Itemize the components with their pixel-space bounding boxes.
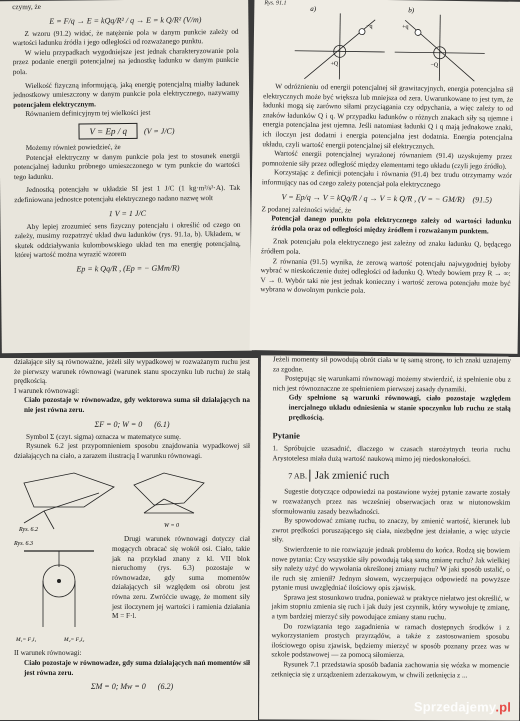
figure-91-1 (263, 0, 514, 85)
figure-6-2-forces (14, 463, 250, 533)
charge-label: +q (402, 24, 409, 31)
paragraph: Jednostką potencjału w układzie SI jest 1 J/C (1 kg·m²/s³·A). Tak zdefiniowana jednostce potencjału elektrycznego nadano nazwę wolt (14, 184, 241, 205)
moment-label: M₂= F₂l₂ (64, 637, 85, 644)
paragraph: Korzystając z definicji potencjału i równania (91.4) bez trudu otrzymamy wzór informujący nas od czego zależy potencjał pola elektrycznego (261, 168, 513, 189)
heading-first-condition: I warunek równowagi: (14, 386, 80, 395)
heading-question: Pytanie (272, 430, 300, 441)
bold-statement: Ciało pozostaje w równowadze, gdy wektorowa suma sił działających na nie jest równa zeru. (24, 396, 250, 414)
charge-label: −q (366, 23, 373, 30)
paragraph: Aby lepiej zrozumieć sens fizyczny potencjału i określić od czego on zależy, musimy rozpatrzyć układ dwu ładunków (rys. 91.1a, b). Układem, w skutek oddziaływania kulombowskiego układ ten ma energię potencjalną, której wartość można wyrazić wzorem (14, 220, 241, 260)
figure-6-3-row (14, 535, 250, 649)
page-potential-left (0, 0, 252, 353)
moment-label: M₁= F₁l₁ (16, 637, 37, 644)
paragraph: Z podanej zależności widać, że (261, 204, 352, 215)
paragraph: Rysunek 7.1 przedstawia sposób badania zachowania się wózka w momencie zetknięcia się z urządzeniem zderzakowym, w chwili zetknięcia z ... (271, 660, 510, 680)
charge-label: +Q (330, 61, 339, 68)
paragraph: W wielu przypadkach wygodniejsze jest jednak charakteryzowanie pola przez podanie energii potencjalnej na jednostkę ładunku w danym punkcie pola. (12, 46, 239, 77)
figure-6-3-pulley (14, 537, 106, 647)
section-title: 7 AB. Jak zmienić ruch (288, 469, 390, 483)
page-potential-right (250, 0, 520, 354)
paragraph: W odróżnieniu od energii potencjalnej sił grawitacyjnych, energia potencjalna sił elektrycznych może być większa lub mniejsza od zera. Uwarunkowane to jest tym, że ładunki mogą się zarówno siłami przyciągania czy odpychania, a więc zależy to od znaków ładunków Q i q. W przypadku ładunków o różnych znakach siły są ujemne i energia potencjalna jest ujemna. Jeśli natomiast ładunki Q i q mają jednakowe znaki, ich iloczyn jest dodatni i energia potencjalna jest dodatnia. Energia potencjalna układu, czyli wartość energii potencjalnej sił elektrycznych. (262, 82, 514, 151)
equation-potential-box: V = Ep / q (V = J/C) (13, 122, 239, 140)
paragraph: Jeżeli momenty sił powodują obrót ciała w tę samą stronę, to ich znaki uznajemy za zgodne. (272, 355, 511, 374)
text-line: czymy, że (12, 2, 41, 12)
paragraph: Sprawa jest stosunkowo trudna, ponieważ w praktyce niełatwo jest określić, w jakim stopniu zmienia się ruch i jak duży jest czynnik, który wywołuje tę zmianę, a tym bardziej mierzyć siły powodujące zmiany stanu ruchu. (271, 593, 510, 622)
result-label: W = 0 (164, 523, 180, 530)
equation-field-strength: E = F/q → E = kQq/R² / q → E = k Q/R² (V/m) (49, 14, 202, 26)
paragraph: działające siły są równoważne, jeżeli siły wypadkowej w rozważanym ruchu jest że pierwszy warunek równowagi (warunek stanu spoczynku lub ruchu) że stałą prędkością. (14, 358, 250, 386)
figure-caption: Rys. 91.1 (264, 0, 287, 7)
bold-statement: Ciało pozostaje w równowadze, gdy suma działających nań momentów sił jest równa zeru. (24, 658, 250, 677)
equation-sum-moments: ΣM = 0; Mw = 0 (6.2) (90, 682, 174, 692)
paragraph: Rysunek 6.2 jest przypomnieniem sposobu znajdowania wypadkowej sił działających na ciało, a zarazem ilustracją I warunku równowagi. (14, 442, 250, 460)
paragraph: Wielkość fizyczną informującą, jaką energię potencjalną miałby ładunek jednostkowy umieszczony w danym punkcie pola elektrycznego, nazywamy potencjałem elektrycznym. (13, 79, 240, 109)
paragraph: Wartość energii potencjalnej wyrażonej równaniem (91.4) uzyskujemy przez pomnożenie siły przez odległość między elementami tego układu (czyli jego źródło). (262, 149, 513, 171)
page-equilibrium-right (259, 355, 520, 720)
fig-label-b: b) (408, 6, 415, 15)
bold-statement: Potencjał danego punktu pola elektrycznego zależy od wartości ładunku źródła pola oraz od odległości między źródłem i rozważanym punktem. (271, 214, 512, 236)
paragraph: By spowodować zmianę ruchu, to znaczy, by zmienić wartość, kierunek lub zwrot prędkości poruszającego się ciała, niezbędne jest działanie, a więc użycie siły. (271, 516, 511, 544)
paragraph: Do rozwiązania tego zagadnienia w ramach dostępnych środków i z wykorzystaniem prostych przyrządów, a także z zastosowaniem sposobu ilościowego opisu zjawisk, będziemy mierzyć w sposób poznany przez was w szkole podstawowej — za pomocą siłomierza. (271, 622, 510, 660)
figure-caption: Rys. 6.2 (19, 527, 39, 534)
page-equilibrium-left (0, 358, 258, 720)
paragraph: Postępując się warunkami równowagi możemy stwierdzić, iż spełnienie obu z nich jest równoznaczne ze spełnieniem pierwszej zasady dynamiki. (272, 374, 511, 394)
paragraph: Z wzoru (91.2) widać, że natężenie pola w danym punkcie zależy od wartości ładunku źródła i jego odległości od rozważanego punktu. (12, 27, 239, 48)
paragraph: Stwierdzenie to nie rozwiązuje jednak problemu do końca. Rodzą się bowiem nowe pytania: Czy wszystkie siły powodują taką samą zmianę ruchu? Jak wielkiej siły należy użyć do wywołania określonej zmiany ruchu? W jaki sposób ustalić, o ile ruch się zmienił? Jednym słowem, wyczerpująca odpowiedź na powyższe pytanie musi uwzględniać ilościowy opis zjawisk. (271, 545, 510, 593)
equation-sum-forces: ΣF = 0; W = 0 (6.1) (94, 419, 170, 429)
question-item: 1. Spróbujcie uzasadnić, dlaczego w czasach starożytnych teoria ruchu Arystotelesa miała dużą wartość naukową mimo jej niedoskonałości. (272, 444, 511, 464)
highlight-paragraph: Potencjał elektryczny w danym punkcie pola jest to stosunek energii potencjalnej ładunku próbnego umieszczonego w tym punkcie do wartości tego ładunku. (13, 151, 240, 181)
watermark-logo: Sprzedajemy.pl (413, 699, 512, 715)
fig-label-a: a) (310, 4, 317, 14)
equation-potential: V = Ep/q → V = kQq/R / q → V = k Q/R , (V = − GM/R) (91.5) (281, 192, 492, 205)
equation-energy: Ep = k Qq/R , (Ep = − GMm/R) (76, 263, 180, 274)
figure-caption: Rys. 6.3 (14, 541, 34, 548)
paragraph: Drugi warunek równowagi dotyczy ciał mogących obracać się wokół osi. Ciało, takie jak na przykład znany z kl. VII blok nieruchomy (rys. 6.3) pozostaje w równowadze, gdy suma momentów działających sił względem osi obrotu jest równa zeru. Zwróćcie uwagę, że moment siły jest iloczynem jej wartości i ramienia działania M = F·l. (112, 535, 250, 621)
paragraph: Znak potencjału pola elektrycznego jest zależny od znaku ładunku Q, będącego źródłem pola. (260, 237, 512, 256)
paragraph: Możemy również powiedzieć, że (25, 142, 121, 152)
paragraph: Symbol Σ (czyt. sigma) oznacza w matematyce sumę. (26, 432, 181, 441)
charge-label: −Q (430, 62, 439, 69)
equation-volt: 1 V = 1 J/C (108, 208, 147, 218)
bold-statement: Gdy spełnione są warunki równowagi, ciało pozostaje względem inercjalnego układu odniesienia w stanie spoczynku lub ruchu ze stałą prędkością. (288, 393, 511, 422)
heading-second-condition: II warunek równowagi: (14, 649, 82, 658)
paragraph: Z równania (91.5) wynika, że zerową wartość potencjału najwygodniej byłoby wybrać w nieskończenie dużej odległości od ładunku Q. Wtedy bowiem przy R → ∞: V → 0. Wybór taki nie jest jednak konieczny i wartość zerowa potencjału może być wybrana w dowolnym punkcie pola. (260, 256, 511, 296)
paragraph: Sugestie dotyczące odpowiedzi na postawione wyżej pytanie zawarte zostały w rozważanych przez nas wcześniej obserwacjach oraz w niutonowskim sformułowaniu zasady bezwładności. (272, 487, 511, 516)
field-diagram (289, 3, 490, 84)
paragraph: Równaniem definicyjnym tej wielkości jest (25, 109, 151, 119)
